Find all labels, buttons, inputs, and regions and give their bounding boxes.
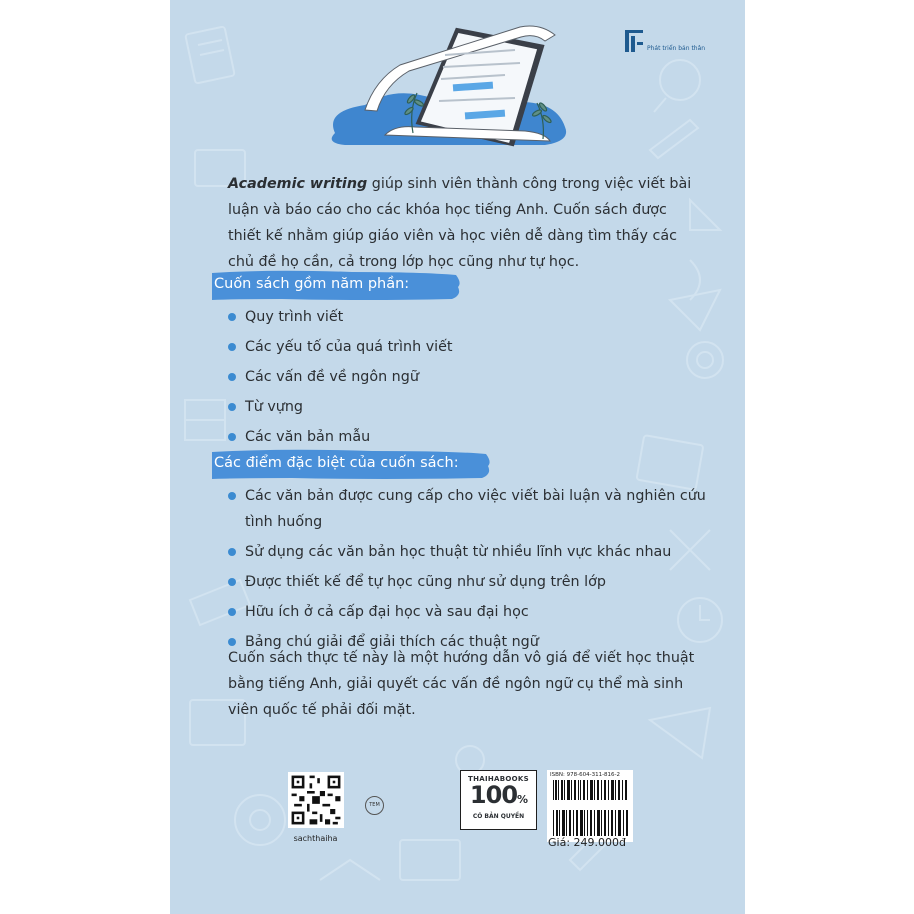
features-list xyxy=(228,483,708,659)
list-item-text: Quy trình viết xyxy=(245,309,344,325)
list-item-text: Bảng chú giải để giải thích các thuật ngữ xyxy=(245,634,539,650)
list-item xyxy=(228,394,708,420)
list-item xyxy=(228,304,708,330)
barcode-icon xyxy=(547,778,633,844)
list-item xyxy=(228,364,708,390)
list-item-text: Được thiết kế để tự học cũng như sử dụng trên lớp xyxy=(245,574,606,590)
closing-paragraph: Cuốn sách thực tế này là một hướng dẫn vô giá để viết học thuật bằng tiếng Anh, giải quyết các vấn đề ngôn ngữ cụ thể mà sinh viên quốc tế phải đối mặt. xyxy=(228,650,695,718)
stamp-placeholder: TEM xyxy=(365,796,384,815)
badge-percent-sign: % xyxy=(517,793,528,806)
list-item-text: Từ vựng xyxy=(245,399,303,415)
bullet-icon xyxy=(228,578,236,586)
parts-list xyxy=(228,304,708,454)
intro-emphasis: Academic writing xyxy=(228,176,368,192)
barcode xyxy=(547,770,633,842)
bullet-icon xyxy=(228,403,236,411)
isbn-text: ISBN: 978-604-311-816-2 xyxy=(550,772,621,778)
list-item-text: Các vấn đề về ngôn ngữ xyxy=(245,369,419,385)
list-item-text: Các văn bản được cung cấp cho việc viết bài luận và nghiên cứu tình huống xyxy=(245,488,706,530)
list-item-text: Các yếu tố của quá trình viết xyxy=(245,339,453,355)
section-banner-features xyxy=(212,449,492,479)
bullet-icon xyxy=(228,492,236,500)
copyright-badge xyxy=(460,770,537,830)
writing-illustration xyxy=(325,15,580,150)
list-item xyxy=(228,539,708,565)
list-item-text: Sử dụng các văn bản học thuật từ nhiều lĩnh vực khác nhau xyxy=(245,544,672,560)
intro-paragraph xyxy=(228,171,703,275)
publisher-tagline: Phát triển bản thân xyxy=(647,45,706,52)
publisher-mark xyxy=(625,28,705,52)
badge-percent xyxy=(461,783,536,812)
list-item xyxy=(228,599,708,625)
badge-brand: THAIHABOOKS xyxy=(468,775,529,783)
qr-code-icon xyxy=(288,772,344,828)
back-cover xyxy=(170,0,745,914)
bullet-icon xyxy=(228,608,236,616)
bullet-icon xyxy=(228,373,236,381)
list-item-text: Các văn bản mẫu xyxy=(245,429,371,445)
price-label: Giá: 249.000đ xyxy=(548,836,626,849)
intro-text: giúp sinh viên thành công trong việc viết bài luận và báo cáo cho các khóa học tiếng Anh. Cuốn sách được thiết kế nhằm giúp giáo viên và học viên dễ dàng tìm thấy các chủ đề họ cần, cả trong lớp học cũng như tự học. xyxy=(228,176,692,270)
section2-heading: Các điểm đặc biệt của cuốn sách: xyxy=(214,455,459,471)
section-banner-parts xyxy=(212,270,462,300)
list-item xyxy=(228,334,708,360)
section1-heading: Cuốn sách gồm năm phần: xyxy=(214,276,410,292)
list-item xyxy=(228,424,708,450)
bullet-icon xyxy=(228,343,236,351)
publisher-logo-icon xyxy=(625,28,645,52)
qr-label: sachthaiha xyxy=(293,834,338,843)
badge-percent-value: 100 xyxy=(469,781,518,809)
bullet-icon xyxy=(228,548,236,556)
bullet-icon xyxy=(228,433,236,441)
bullet-icon xyxy=(228,313,236,321)
qr-block xyxy=(287,772,344,843)
list-item-text: Hữu ích ở cả cấp đại học và sau đại học xyxy=(245,604,529,620)
badge-subtitle: CÓ BẢN QUYỀN xyxy=(472,813,525,820)
list-item xyxy=(228,569,708,595)
list-item xyxy=(228,483,708,535)
